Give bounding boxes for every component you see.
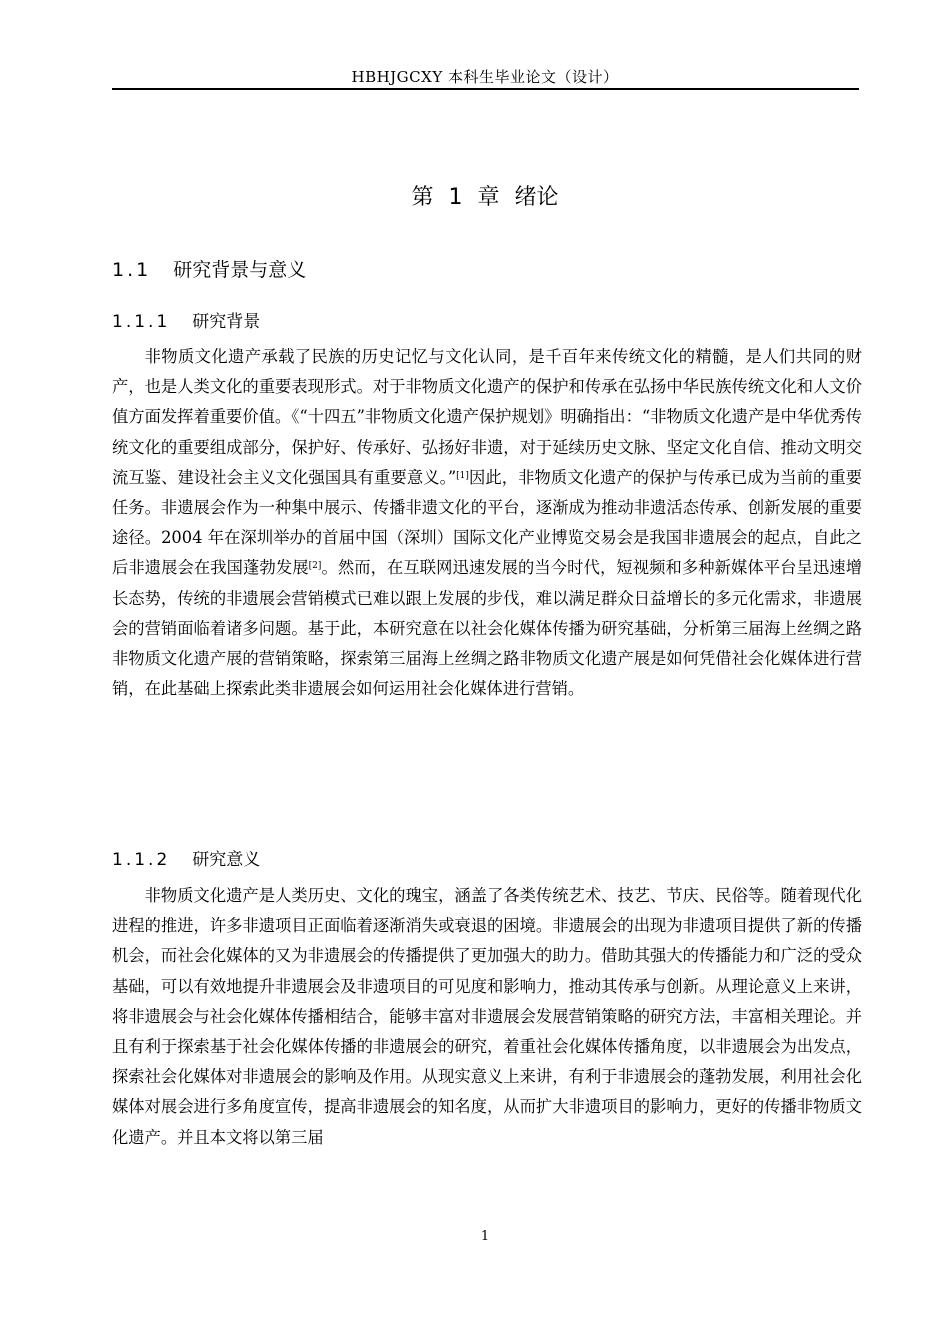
page-number: 1: [480, 1229, 490, 1244]
header-divider: [112, 88, 859, 90]
subsection-title: 研究背景: [192, 312, 261, 332]
section-number: 1.1: [112, 259, 152, 281]
chapter-title: 第 1 章 绪论: [411, 185, 559, 210]
citation-ref[interactable]: [1]: [456, 470, 469, 481]
subsection-heading-1-1-2: [112, 845, 260, 870]
subsection-heading-1-1-1: [112, 307, 260, 332]
citation-ref[interactable]: [2]: [308, 561, 322, 572]
subsection-number: 1.1.1: [112, 312, 171, 332]
paragraph-text: 非物质文化遗产承载了民族的历史记忆与文化认同，是千百年来传统文化的精髓，是人们共同的财产，也是人类文化的重要表现形式。对于非物质文化遗产的保护和传承在弘扬中华民族传统文化和人文价值方面发挥着重要价值。《“十四五”非物质文化遗产保护规划》明确指出：“非物质文化遗产是中华优秀传统文化的重要组成部分，保护好、传承好、弘扬好非遗，对于延续历史文脉、坚定文化自信、推动文明交流互鉴、建设社会主义文化强国具有重要意义。”: [112, 347, 862, 487]
section-title: 研究背景与意义: [173, 259, 307, 281]
subsection-number: 1.1.2: [112, 850, 171, 870]
section-heading-1-1: [112, 255, 306, 282]
background-paragraph: [112, 342, 862, 704]
paragraph-text: 。然而，在互联网迅速发展的当今时代，短视频和多种新媒体平台呈迅速增长态势，传统的非遗展会营销模式已难以跟上发展的步伐，难以满足群众日益增长的多元化需求，非遗展会的营销面临着诸多问题。基于此，本研究意在以社会化媒体传播为研究基础，分析第三届海上丝绸之路非物质文化遗产展的营销策略，探索第三届海上丝绸之路非物质文化遗产展是如何凭借社会化媒体进行营销，在此基础上探索此类非遗展会如何运用社会化媒体进行营销。: [112, 558, 862, 699]
page-header: HBHJGCXY 本科生毕业论文（设计）: [351, 68, 619, 86]
subsection-title: 研究意义: [192, 850, 261, 870]
significance-paragraph: 非物质文化遗产是人类历史、文化的瑰宝，涵盖了各类传统艺术、技艺、节庆、民俗等。随着现代化进程的推进，许多非遗项目正面临着逐渐消失或衰退的困境。非遗展会的出现为非遗项目提供了新的传播机会，而社会化媒体的又为非遗展会的传播提供了更加强大的助力。借助其强大的传播能力和广泛的受众基础，可以有效地提升非遗展会及非遗项目的可见度和影响力，推动其传承与创新。从理论意义上来讲，将非遗展会与社会化媒体传播相结合，能够丰富对非遗展会发展营销策略的研究方法，丰富相关理论。并且有利于探索基于社会化媒体传播的非遗展会的研究，着重社会化媒体传播角度，以非遗展会为出发点，探索社会化媒体对非遗展会的影响及作用。从现实意义上来讲，有利于非遗展会的蓬勃发展，利用社会化媒体对展会进行多角度宣传，提高非遗展会的知名度，从而扩大非遗项目的影响力，更好的传播非物质文化遗产。并且本文将以第三届: [112, 886, 862, 1147]
paragraph-text: 因此，非物质文化遗产的保护与传承已成为当前的重要任务。非遗展会作为一种集中展示、传播非遗文化的平台，逐渐成为推动非遗活态传承、创新发展的重要途径。2004 年在深圳举办的首届中国（深圳）国际文化产业博览交易会是我国非遗展会的起点，自此之后非遗展会在我国蓬勃发展: [112, 467, 862, 578]
